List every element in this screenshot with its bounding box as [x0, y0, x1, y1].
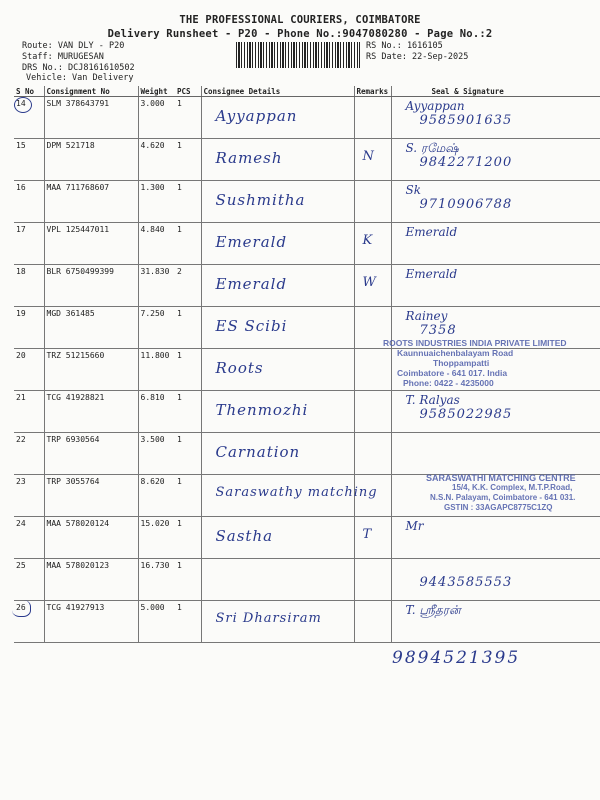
row-consignee — [201, 391, 354, 433]
row-consignee — [201, 349, 354, 391]
signature-phone: 9842271200 — [419, 155, 513, 170]
barcode — [236, 42, 360, 68]
row-consignment: TRP 6930564 — [44, 433, 138, 475]
col-consignee: Consignee Details — [201, 86, 354, 97]
staff-label: Staff: MURUGESAN — [22, 52, 104, 62]
signature-handwriting: Mr — [405, 519, 424, 533]
row-sno: 17 — [14, 223, 44, 265]
table-row — [14, 139, 600, 181]
row-signature — [391, 97, 600, 139]
row-signature — [391, 601, 600, 643]
row-remarks — [354, 97, 391, 139]
row-pcs: 1 — [175, 475, 201, 517]
row-remarks — [354, 223, 391, 265]
row-consignment: MGD 361485 — [44, 307, 138, 349]
row-consignment: MAA 711768607 — [44, 181, 138, 223]
runsheet-subtitle: Delivery Runsheet - P20 - Phone No.:9047080280 - Page No.:2 — [107, 28, 493, 40]
row-pcs: 1 — [175, 559, 201, 601]
row-consignment: MAA 578020123 — [44, 559, 138, 601]
remark-handwriting: K — [362, 233, 373, 248]
row-signature — [391, 265, 600, 307]
col-seal-signature: Seal & Signature — [391, 86, 600, 97]
row-pcs: 1 — [175, 223, 201, 265]
row-weight: 15.020 — [138, 517, 175, 559]
table-row — [14, 181, 600, 223]
row-pcs: 1 — [175, 601, 201, 643]
signature-handwriting: T. Ralyas — [405, 393, 460, 407]
row-sno: 26 — [14, 601, 44, 643]
row-weight: 4.620 — [138, 139, 175, 181]
saraswathi-stamp: SARASWATHI MATCHING CENTRE 15/4, K.K. Complex, M.T.P.Road, N.S.N. Palayam, Coimbatore - 641 031. GSTIN : 33AGAPC8775C1ZQ — [426, 473, 576, 512]
row-signature — [391, 559, 600, 601]
row-weight: 11.800 — [138, 349, 175, 391]
row-pcs: 1 — [175, 97, 201, 139]
row-weight: 1.300 — [138, 181, 175, 223]
row-remarks — [354, 517, 391, 559]
consignee-handwriting: ES Scibi — [215, 317, 288, 335]
roots-stamp: ROOTS INDUSTRIES INDIA PRIVATE LIMITED Kaunnuaichenbalayam Road Thoppampatti Coimbatore - 641 017. India Phone: 0422 - 4235000 — [383, 338, 567, 388]
drs-number: DRS No.: DCJ8161610502 — [22, 63, 135, 73]
table-row — [14, 391, 600, 433]
signature-handwriting: Sk — [405, 183, 421, 197]
row-consignee — [201, 97, 354, 139]
row-signature — [391, 391, 600, 433]
consignee-handwriting: Sastha — [215, 527, 274, 545]
row-consignee — [201, 559, 354, 601]
col-consignment: Consignment No — [44, 86, 138, 97]
row-sno: 18 — [14, 265, 44, 307]
table-row — [14, 97, 600, 139]
row-pcs: 1 — [175, 307, 201, 349]
row-weight: 16.730 — [138, 559, 175, 601]
handwritten-footer-phone: 9894521395 — [392, 648, 521, 668]
row-weight: 4.840 — [138, 223, 175, 265]
table-row — [14, 223, 600, 265]
sno-circle-mark — [12, 600, 31, 617]
row-signature — [391, 223, 600, 265]
row-pcs: 1 — [175, 181, 201, 223]
row-pcs: 1 — [175, 139, 201, 181]
table-header-row — [14, 86, 600, 97]
row-consignee — [201, 475, 378, 517]
consignee-handwriting: Sri Dharsiram — [215, 611, 322, 626]
row-pcs: 1 — [175, 517, 201, 559]
row-weight: 3.500 — [138, 433, 175, 475]
row-weight: 31.830 — [138, 265, 175, 307]
row-sno: 21 — [14, 391, 44, 433]
signature-phone: 9585901635 — [419, 113, 513, 128]
table-row — [14, 601, 600, 643]
row-consignment: TCG 41927913 — [44, 601, 138, 643]
row-pcs: 1 — [175, 349, 201, 391]
row-consignee — [201, 139, 354, 181]
row-weight: 7.250 — [138, 307, 175, 349]
consignee-handwriting: Saraswathy matching — [215, 485, 378, 500]
row-consignee — [201, 223, 354, 265]
table-row — [14, 559, 600, 601]
row-consignee — [201, 265, 354, 307]
row-remarks — [354, 601, 391, 643]
row-sno: 14 — [14, 97, 44, 139]
row-signature — [391, 517, 600, 559]
row-sno: 15 — [14, 139, 44, 181]
row-remarks — [354, 475, 391, 517]
vehicle-label: Vehicle: Van Delivery — [26, 73, 134, 83]
col-sno: S No — [14, 86, 44, 97]
signature-phone: 9585022985 — [419, 407, 513, 422]
consignee-handwriting: Emerald — [215, 275, 288, 293]
row-sno: 24 — [14, 517, 44, 559]
table-row — [14, 265, 600, 307]
row-remarks — [354, 181, 391, 223]
row-consignment: TCG 41928821 — [44, 391, 138, 433]
row-consignee — [201, 307, 354, 349]
row-sno: 19 — [14, 307, 44, 349]
signature-handwriting: Rainey — [405, 309, 448, 323]
row-weight: 8.620 — [138, 475, 175, 517]
consignee-handwriting: Sushmitha — [215, 191, 306, 209]
col-weight: Weight — [138, 86, 175, 97]
signature-handwriting: Emerald — [405, 267, 458, 281]
remark-handwriting: T — [362, 527, 372, 542]
consignee-handwriting: Emerald — [215, 233, 288, 251]
row-consignment: BLR 6750499399 — [44, 265, 138, 307]
row-remarks — [354, 391, 391, 433]
company-title: THE PROFESSIONAL COURIERS, COIMBATORE — [179, 14, 421, 26]
rs-date: RS Date: 22-Sep-2025 — [366, 52, 469, 62]
row-remarks — [354, 559, 391, 601]
signature-handwriting: S. ரமேஷ் — [405, 141, 459, 155]
route-label: Route: VAN DLY - P20 — [22, 41, 125, 51]
row-consignee — [201, 517, 354, 559]
sno-circle-mark — [14, 97, 32, 113]
signature-phone: 7358 — [419, 323, 457, 338]
col-pcs: PCS — [175, 86, 201, 97]
row-sno: 22 — [14, 433, 44, 475]
row-signature — [391, 433, 600, 475]
row-signature — [391, 181, 600, 223]
rs-number: RS No.: 1616105 — [366, 41, 443, 51]
row-consignment: MAA 578020124 — [44, 517, 138, 559]
row-consignee — [201, 433, 354, 475]
table-row — [14, 433, 600, 475]
row-consignment: DPM 521718 — [44, 139, 138, 181]
col-remarks: Remarks — [354, 86, 391, 97]
row-sno: 20 — [14, 349, 44, 391]
row-signature — [391, 139, 600, 181]
row-remarks — [354, 433, 391, 475]
signature-handwriting: T. ஸ்ரீதரன் — [405, 603, 461, 617]
row-sno: 16 — [14, 181, 44, 223]
row-pcs: 2 — [175, 265, 201, 307]
row-pcs: 1 — [175, 433, 201, 475]
row-weight: 5.000 — [138, 601, 175, 643]
row-sno: 23 — [14, 475, 44, 517]
consignee-handwriting: Thenmozhi — [215, 401, 309, 419]
row-remarks — [354, 265, 391, 307]
row-consignment: TRZ 51215660 — [44, 349, 138, 391]
row-consignee — [201, 601, 354, 643]
row-weight: 3.000 — [138, 97, 175, 139]
row-consignment: SLM 378643791 — [44, 97, 138, 139]
row-sno: 25 — [14, 559, 44, 601]
table-row — [14, 517, 600, 559]
signature-handwriting: Emerald — [405, 225, 458, 239]
row-remarks — [354, 139, 391, 181]
row-pcs: 1 — [175, 391, 201, 433]
row-consignee — [201, 181, 354, 223]
remark-handwriting: W — [362, 275, 376, 290]
row-consignment: TRP 3055764 — [44, 475, 138, 517]
consignee-handwriting: Ramesh — [215, 149, 283, 167]
signature-phone: 9710906788 — [419, 197, 513, 212]
consignee-handwriting: Carnation — [215, 443, 301, 461]
signature-phone: 9443585553 — [419, 575, 513, 590]
row-consignment: VPL 125447011 — [44, 223, 138, 265]
consignee-handwriting: Ayyappan — [215, 107, 298, 125]
signature-handwriting: Ayyappan — [405, 99, 465, 113]
row-weight: 6.810 — [138, 391, 175, 433]
remark-handwriting: N — [362, 149, 374, 164]
consignee-handwriting: Roots — [215, 359, 264, 377]
